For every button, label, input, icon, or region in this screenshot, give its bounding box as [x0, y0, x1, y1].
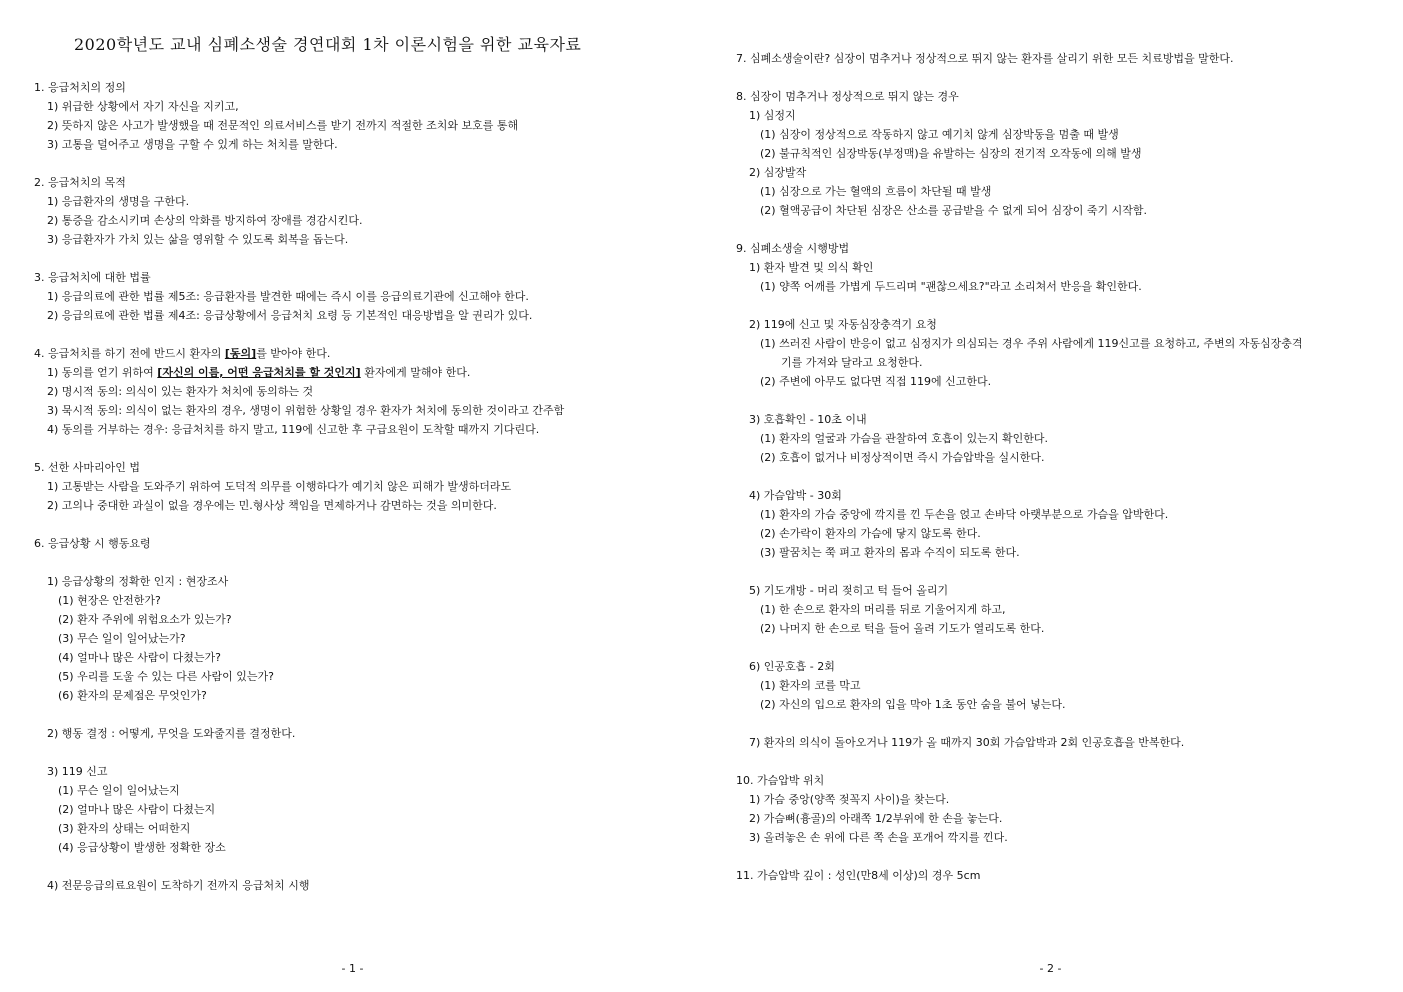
sub-heading: 6) 인공호흡 - 2회	[749, 660, 835, 673]
sub-heading: 3) 호흡확인 - 10초 이내	[749, 413, 867, 426]
page-number: - 2 -	[1039, 962, 1062, 975]
section-heading: 7. 심폐소생술이란? 심장이 멈추거나 정상적으로 뛰지 않는 환자를 살리기 위한 모든 치료방법을 말한다.	[736, 52, 1234, 65]
section-heading: 11. 가슴압박 깊이 : 성인(만8세 이상)의 경우 5cm	[736, 869, 981, 882]
section-heading: 1. 응급처치의 정의	[34, 81, 126, 94]
list-item: (1) 한 손으로 환자의 머리를 뒤로 기울어지게 하고,	[760, 603, 1006, 616]
list-item: 3) 묵시적 동의: 의식이 없는 환자의 경우, 생명이 위험한 상황일 경우 환자가 처치에 동의한 것이라고 간주함	[47, 404, 565, 417]
list-item: (2) 호흡이 없거나 비정상적이면 즉시 가슴압박을 실시한다.	[760, 451, 1045, 464]
list-item: 2) 통증을 감소시키며 손상의 악화를 방지하여 장애를 경감시킨다.	[47, 214, 363, 227]
section-7	[736, 49, 1386, 68]
sub-heading: 2) 119에 신고 및 자동심장충격기 요청	[749, 318, 937, 331]
list-item: (3) 환자의 상태는 어떠한지	[58, 822, 191, 835]
section-2	[34, 173, 684, 249]
list-item: 2) 응급의료에 관한 법률 제4조: 응급상황에서 응급처치 요령 등 기본적인 대응방법을 알 권리가 있다.	[47, 309, 533, 322]
list-item: (1) 무슨 일이 일어났는지	[58, 784, 180, 797]
list-item: 3) 응급환자가 가치 있는 삶을 영위할 수 있도록 회복을 돕는다.	[47, 233, 349, 246]
item-text: 환자에게 말해야 한다.	[360, 366, 471, 379]
page-2-content	[736, 49, 1386, 885]
list-item: (2) 손가락이 환자의 가슴에 닿지 않도록 한다.	[760, 527, 981, 540]
page-number: - 1 -	[341, 962, 364, 975]
section-3	[34, 268, 684, 325]
list-item: (1) 환자의 코를 막고	[760, 679, 861, 692]
section-heading: 6. 응급상황 시 행동요령	[34, 537, 151, 550]
list-item: (1) 쓰러진 사람이 반응이 없고 심정지가 의심되는 경우 주위 사람에게 119신고를 요청하고, 주변의 자동심장충격	[760, 337, 1303, 350]
section-10	[736, 771, 1386, 847]
section-heading: 10. 가슴압박 위치	[736, 774, 825, 787]
list-item: 2) 고의나 중대한 과실이 없을 경우에는 민.형사상 책임을 면제하거나 감면하는 것을 의미한다.	[47, 499, 497, 512]
sub-heading: 2) 행동 결정 : 어떻게, 무엇을 도와줄지를 결정한다.	[47, 727, 296, 740]
list-item: (4) 얼마나 많은 사람이 다쳤는가?	[58, 651, 221, 664]
sub-heading: 4) 가슴압박 - 30회	[749, 489, 842, 502]
list-item: 1) 위급한 상황에서 자기 자신을 지키고,	[47, 100, 239, 113]
section-11	[736, 866, 1386, 885]
section-5	[34, 458, 684, 515]
list-item: (6) 환자의 문제점은 무엇인가?	[58, 689, 207, 702]
list-item: (2) 혈액공급이 차단된 심장은 산소를 공급받을 수 없게 되어 심장이 죽기 시작함.	[760, 204, 1147, 217]
page-2	[702, 0, 1403, 992]
list-item: (1) 환자의 가슴 중앙에 깍지를 낀 두손을 얹고 손바닥 아랫부분으로 가슴을 압박한다.	[760, 508, 1169, 521]
sub-heading: 5) 기도개방 - 머리 젖히고 턱 들어 올리기	[749, 584, 949, 597]
underlined-term: [자신의 이름, 어떤 응급처치를 할 것인지]	[157, 366, 361, 379]
sub-heading: 3) 119 신고	[47, 765, 108, 778]
section-heading: 5. 선한 사마리아인 법	[34, 461, 140, 474]
list-item: 1) 응급환자의 생명을 구한다.	[47, 195, 190, 208]
list-item: (1) 심장으로 가는 혈액의 흐름이 차단될 때 발생	[760, 185, 992, 198]
list-item: 2) 뜻하지 않은 사고가 발생했을 때 전문적인 의료서비스를 받기 전까지 적절한 조치와 보호를 통해	[47, 119, 519, 132]
list-item: 3) 고통을 덜어주고 생명을 구할 수 있게 하는 처치를 말한다.	[47, 138, 338, 151]
sub-heading: 7) 환자의 의식이 돌아오거나 119가 올 때까지 30회 가슴압박과 2회 인공호흡을 반복한다.	[749, 736, 1185, 749]
list-item: 3) 올려놓은 손 위에 다른 쪽 손을 포개어 깍지를 낀다.	[749, 831, 1008, 844]
list-item: (1) 환자의 얼굴과 가슴을 관찰하여 호흡이 있는지 확인한다.	[760, 432, 1048, 445]
list-item: 1) 가슴 중앙(양쪽 젖꼭지 사이)을 찾는다.	[749, 793, 950, 806]
heading-text: 4. 응급처치를 하기 전에 반드시 환자의	[34, 347, 225, 360]
list-item: (2) 불규칙적인 심장박동(부정맥)을 유발하는 심장의 전기적 오작동에 의해 발생	[760, 147, 1142, 160]
section-1	[34, 78, 684, 154]
section-heading: 2. 응급처치의 목적	[34, 176, 126, 189]
section-6	[34, 534, 684, 895]
sub-heading: 4) 전문응급의료요원이 도착하기 전까지 응급처치 시행	[47, 879, 310, 892]
sub-heading: 1) 응급상황의 정확한 인지 : 현장조사	[47, 575, 229, 588]
list-item: (4) 응급상황이 발생한 정확한 장소	[58, 841, 226, 854]
page-1-content	[34, 78, 684, 895]
list-item	[34, 363, 684, 382]
section-9	[736, 239, 1386, 752]
section-heading	[34, 344, 684, 363]
sub-heading: 1) 환자 발견 및 의식 확인	[749, 261, 874, 274]
underlined-term: [동의]	[224, 347, 257, 360]
section-heading: 9. 심폐소생술 시행방법	[736, 242, 850, 255]
list-item: (2) 자신의 입으로 환자의 입을 막아 1초 동안 숨을 불어 넣는다.	[760, 698, 1066, 711]
heading-text: 를 받아야 한다.	[256, 347, 331, 360]
list-item: (3) 팔꿈치는 쭉 펴고 환자의 몸과 수직이 되도록 한다.	[760, 546, 1020, 559]
sub-heading: 1) 심정지	[749, 109, 796, 122]
sub-heading: 2) 심장발작	[749, 166, 807, 179]
list-item: 1) 응급의료에 관한 법률 제5조: 응급환자를 발견한 때에는 즉시 이를 응급의료기관에 신고해야 한다.	[47, 290, 529, 303]
list-item: 2) 가슴뼈(흉골)의 아래쪽 1/2부위에 한 손을 놓는다.	[749, 812, 1003, 825]
list-item: 2) 명시적 동의: 의식이 있는 환자가 처치에 동의하는 것	[47, 385, 314, 398]
section-4	[34, 344, 684, 439]
item-text: 1) 동의를 얻기 위하여	[47, 366, 158, 379]
list-item: 1) 고통받는 사람을 도와주기 위하여 도덕적 의무를 이행하다가 예기치 않은 피해가 발생하더라도	[47, 480, 512, 493]
list-item-continuation: 기를 가져와 달라고 요청한다.	[781, 356, 923, 369]
list-item: (1) 현장은 안전한가?	[58, 594, 161, 607]
list-item: (2) 주변에 아무도 없다면 직접 119에 신고한다.	[760, 375, 992, 388]
page-1	[0, 0, 701, 992]
list-item: (5) 우리를 도울 수 있는 다른 사람이 있는가?	[58, 670, 274, 683]
section-heading: 3. 응급처치에 대한 법률	[34, 271, 151, 284]
list-item: (1) 양쪽 어깨를 가볍게 두드리며 "괜찮으세요?"라고 소리쳐서 반응을 확인한다.	[760, 280, 1142, 293]
list-item: (1) 심장이 정상적으로 작동하지 않고 예기치 않게 심장박동을 멈출 때 발생	[760, 128, 1119, 141]
list-item: (2) 얼마나 많은 사람이 다쳤는지	[58, 803, 216, 816]
list-item: (2) 나머지 한 손으로 턱을 들어 올려 기도가 열리도록 한다.	[760, 622, 1045, 635]
list-item: (3) 무슨 일이 일어났는가?	[58, 632, 186, 645]
section-8	[736, 87, 1386, 220]
document-title: 2020학년도 교내 심폐소생술 경연대회 1차 이론시험을 위한 교육자료	[74, 35, 582, 54]
list-item: (2) 환자 주위에 위험요소가 있는가?	[58, 613, 232, 626]
list-item: 4) 동의를 거부하는 경우: 응급처치를 하지 말고, 119에 신고한 후 구급요원이 도착할 때까지 기다린다.	[47, 423, 540, 436]
section-heading: 8. 심장이 멈추거나 정상적으로 뛰지 않는 경우	[736, 90, 959, 103]
